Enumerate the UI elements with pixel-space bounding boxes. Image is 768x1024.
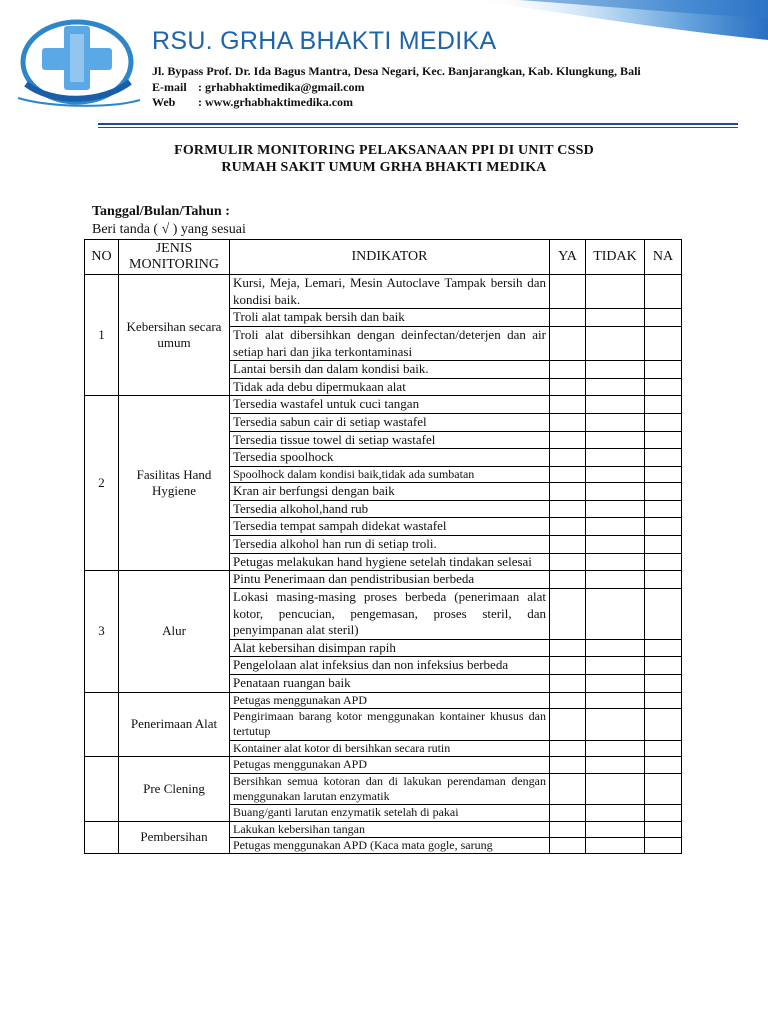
email-row [152, 80, 365, 95]
row-number [85, 821, 119, 854]
indicator-text: Tersedia alkohol,hand rub [230, 500, 550, 518]
indicator-text: Tersedia spoolhock [230, 449, 550, 467]
ya-checkbox[interactable] [550, 657, 586, 675]
email-label: E-mail [152, 80, 187, 94]
indicator-text: Lokasi masing-masing proses berbeda (penerimaan alat kotor, pencucian, pengemasan, proses steril, dan penyimpanan alat steril) [230, 588, 550, 639]
ya-checkbox[interactable] [550, 805, 586, 821]
na-checkbox[interactable] [645, 483, 682, 501]
tidak-checkbox[interactable] [586, 326, 645, 360]
ya-checkbox[interactable] [550, 396, 586, 414]
na-checkbox[interactable] [645, 449, 682, 467]
form-subtitle: RUMAH SAKIT UMUM GRHA BHAKTI MEDIKA [221, 160, 547, 175]
tidak-checkbox[interactable] [586, 483, 645, 501]
na-checkbox[interactable] [645, 431, 682, 449]
ya-checkbox[interactable] [550, 361, 586, 379]
indicator-text: Tidak ada debu dipermukaan alat [230, 378, 550, 396]
tidak-checkbox[interactable] [586, 275, 645, 309]
na-checkbox[interactable] [645, 821, 682, 837]
monitoring-table [84, 239, 682, 854]
tidak-checkbox[interactable] [586, 431, 645, 449]
hospital-logo [12, 12, 142, 112]
form-title: FORMULIR MONITORING PELAKSANAAN PPI DI UNIT CSSD [174, 143, 594, 158]
tidak-checkbox[interactable] [586, 553, 645, 571]
ya-checkbox[interactable] [550, 639, 586, 657]
na-checkbox[interactable] [645, 275, 682, 309]
web-value: : www.grhabhaktimedika.com [198, 95, 354, 109]
indicator-text: Petugas menggunakan APD (Kaca mata gogle, sarung [230, 837, 550, 853]
na-checkbox[interactable] [645, 588, 682, 639]
tidak-checkbox[interactable] [586, 571, 645, 589]
ya-checkbox[interactable] [550, 483, 586, 501]
header-divider [98, 123, 738, 125]
ya-checkbox[interactable] [550, 588, 586, 639]
indicator-text: Tersedia sabun cair di setiap wastafel [230, 414, 550, 432]
na-checkbox[interactable] [645, 837, 682, 853]
tidak-checkbox[interactable] [586, 709, 645, 741]
ya-checkbox[interactable] [550, 773, 586, 805]
hospital-name: RSU. GRHA BHAKTI MEDIKA [152, 27, 497, 55]
na-checkbox[interactable] [645, 553, 682, 571]
ya-checkbox[interactable] [550, 414, 586, 432]
ya-checkbox[interactable] [550, 571, 586, 589]
ya-checkbox[interactable] [550, 740, 586, 756]
na-checkbox[interactable] [645, 675, 682, 693]
table-row [85, 757, 682, 773]
indicator-text: Petugas melakukan hand hygiene setelah tindakan selesai [230, 553, 550, 571]
tidak-checkbox[interactable] [586, 675, 645, 693]
tidak-checkbox[interactable] [586, 536, 645, 554]
ya-checkbox[interactable] [550, 692, 586, 708]
na-checkbox[interactable] [645, 466, 682, 482]
indicator-text: Buang/ganti larutan enzymatik setelah di pakai [230, 805, 550, 821]
tidak-checkbox[interactable] [586, 757, 645, 773]
na-checkbox[interactable] [645, 709, 682, 741]
ya-checkbox[interactable] [550, 536, 586, 554]
monitoring-type: Pre Clening [119, 757, 230, 821]
indicator-text: Tersedia wastafel untuk cuci tangan [230, 396, 550, 414]
row-number: 1 [85, 275, 119, 396]
ya-checkbox[interactable] [550, 449, 586, 467]
header-na: NA [645, 240, 682, 275]
tidak-checkbox[interactable] [586, 378, 645, 396]
tidak-checkbox[interactable] [586, 805, 645, 821]
indicator-text: Troli alat tampak bersih dan baik [230, 309, 550, 327]
indicator-text: Petugas menggunakan APD [230, 692, 550, 708]
tidak-checkbox[interactable] [586, 396, 645, 414]
letterhead [0, 0, 768, 130]
tidak-checkbox[interactable] [586, 657, 645, 675]
indicator-text: Petugas menggunakan APD [230, 757, 550, 773]
ya-checkbox[interactable] [550, 553, 586, 571]
tidak-checkbox[interactable] [586, 821, 645, 837]
ya-checkbox[interactable] [550, 675, 586, 693]
table-row [85, 396, 682, 414]
monitoring-type: Fasilitas Hand Hygiene [119, 396, 230, 571]
indicator-text: Tersedia alkohol han run di setiap troli. [230, 536, 550, 554]
indicator-text: Spoolhock dalam kondisi baik,tidak ada sumbatan [230, 466, 550, 482]
tidak-checkbox[interactable] [586, 500, 645, 518]
na-checkbox[interactable] [645, 361, 682, 379]
indicator-text: Tersedia tempat sampah didekat wastafel [230, 518, 550, 536]
header-ya: YA [550, 240, 586, 275]
ya-checkbox[interactable] [550, 309, 586, 327]
ya-checkbox[interactable] [550, 275, 586, 309]
date-label: Tanggal/Bulan/Tahun : [92, 204, 230, 219]
row-number: 3 [85, 571, 119, 692]
ya-checkbox[interactable] [550, 709, 586, 741]
na-checkbox[interactable] [645, 536, 682, 554]
tidak-checkbox[interactable] [586, 518, 645, 536]
tidak-checkbox[interactable] [586, 309, 645, 327]
ya-checkbox[interactable] [550, 326, 586, 360]
indicator-text: Penataan ruangan baik [230, 675, 550, 693]
indicator-text: Lantai bersih dan dalam kondisi baik. [230, 361, 550, 379]
tidak-checkbox[interactable] [586, 466, 645, 482]
header-tidak: TIDAK [586, 240, 645, 275]
table-row [85, 692, 682, 708]
na-checkbox[interactable] [645, 518, 682, 536]
ya-checkbox[interactable] [550, 500, 586, 518]
indicator-text: Bersihkan semua kotoran dan di lakukan perendaman dengan menggunakan larutan enzymatik [230, 773, 550, 805]
na-checkbox[interactable] [645, 757, 682, 773]
monitoring-type: Alur [119, 571, 230, 692]
indicator-text: Lakukan kebersihan tangan [230, 821, 550, 837]
na-checkbox[interactable] [645, 657, 682, 675]
table-row [85, 821, 682, 837]
na-checkbox[interactable] [645, 692, 682, 708]
monitoring-type: Kebersihan secara umum [119, 275, 230, 396]
web-label: Web [152, 95, 176, 109]
indicator-text: Pengelolaan alat infeksius dan non infeksius berbeda [230, 657, 550, 675]
na-checkbox[interactable] [645, 500, 682, 518]
row-number [85, 692, 119, 756]
tidak-checkbox[interactable] [586, 740, 645, 756]
na-checkbox[interactable] [645, 326, 682, 360]
na-checkbox[interactable] [645, 805, 682, 821]
indicator-text: Kran air berfungsi dengan baik [230, 483, 550, 501]
indicator-text: Troli alat dibersihkan dengan deinfectan/deterjen dan air setiap hari dan jika terkontaminasi [230, 326, 550, 360]
monitoring-type: Penerimaan Alat [119, 692, 230, 756]
na-checkbox[interactable] [645, 414, 682, 432]
monitoring-type: Pembersihan [119, 821, 230, 854]
row-number: 2 [85, 396, 119, 571]
header-divider-thin [98, 127, 738, 128]
indicator-text: Pengirimaan barang kotor menggunakan kontainer khusus dan tertutup [230, 709, 550, 741]
instruction-text: Beri tanda ( √ ) yang sesuai [92, 222, 246, 237]
ya-checkbox[interactable] [550, 518, 586, 536]
header-no: NO [85, 240, 119, 275]
tidak-checkbox[interactable] [586, 361, 645, 379]
tidak-checkbox[interactable] [586, 837, 645, 853]
tidak-checkbox[interactable] [586, 639, 645, 657]
tidak-checkbox[interactable] [586, 773, 645, 805]
na-checkbox[interactable] [645, 396, 682, 414]
hospital-address: Jl. Bypass Prof. Dr. Ida Bagus Mantra, Desa Negari, Kec. Banjarangkan, Kab. Klungkung, Bali [152, 64, 641, 78]
ya-checkbox[interactable] [550, 837, 586, 853]
table-row [85, 571, 682, 589]
header-jenis: JENIS MONITORING [119, 240, 230, 275]
indicator-text: Pintu Penerimaan dan pendistribusian berbeda [230, 571, 550, 589]
na-checkbox[interactable] [645, 773, 682, 805]
email-value: : grhabhaktimedika@gmail.com [198, 80, 365, 94]
tidak-checkbox[interactable] [586, 588, 645, 639]
na-checkbox[interactable] [645, 740, 682, 756]
ya-checkbox[interactable] [550, 378, 586, 396]
web-row [152, 95, 353, 110]
table-row [85, 275, 682, 309]
indicator-text: Alat kebersihan disimpan rapih [230, 639, 550, 657]
indicator-text: Tersedia tissue towel di setiap wastafel [230, 431, 550, 449]
tidak-checkbox[interactable] [586, 692, 645, 708]
ya-checkbox[interactable] [550, 466, 586, 482]
indicator-text: Kontainer alat kotor di bersihkan secara rutin [230, 740, 550, 756]
na-checkbox[interactable] [645, 639, 682, 657]
na-checkbox[interactable] [645, 309, 682, 327]
na-checkbox[interactable] [645, 378, 682, 396]
row-number [85, 757, 119, 821]
table-header-row [85, 240, 682, 275]
ya-checkbox[interactable] [550, 431, 586, 449]
tidak-checkbox[interactable] [586, 449, 645, 467]
ya-checkbox[interactable] [550, 821, 586, 837]
na-checkbox[interactable] [645, 571, 682, 589]
ya-checkbox[interactable] [550, 757, 586, 773]
tidak-checkbox[interactable] [586, 414, 645, 432]
header-indikator: INDIKATOR [230, 240, 550, 275]
indicator-text: Kursi, Meja, Lemari, Mesin Autoclave Tampak bersih dan kondisi baik. [230, 275, 550, 309]
